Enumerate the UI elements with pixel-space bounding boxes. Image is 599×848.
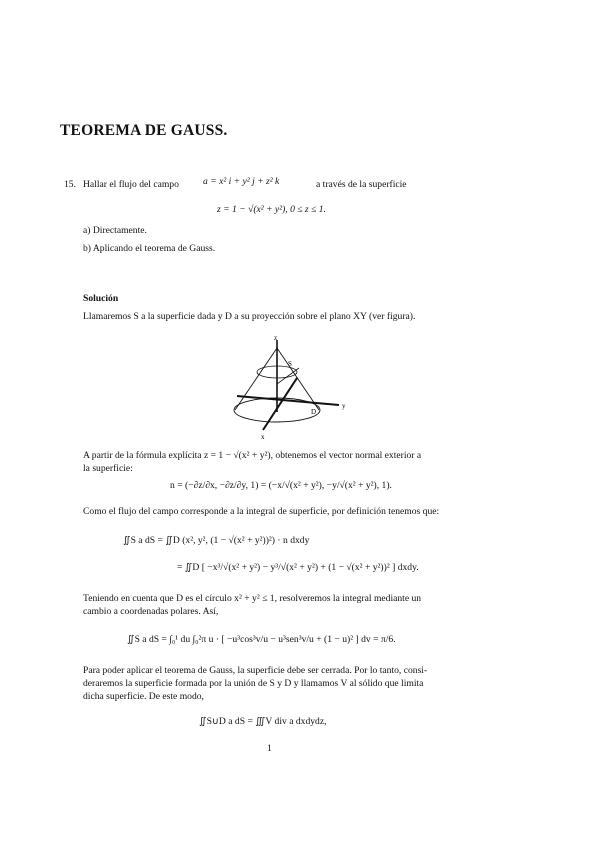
- vector-field: a = x² i + y² j + z² k: [203, 176, 280, 187]
- surface-equation: z = 1 − √(x² + y²), 0 ≤ z ≤ 1.: [217, 204, 326, 215]
- surface-label-S: S: [288, 360, 292, 368]
- page-number: 1: [267, 743, 272, 754]
- disk-label-D: D: [311, 408, 317, 416]
- polar-integral-equation: ∬S a dS = ∫₀¹ du ∫₀²π u · [ −u³cos³v/u − u³sen³v/u + (1 − u)² ] dv = π/6.: [127, 634, 396, 645]
- y-axis-label: y: [342, 402, 346, 410]
- page-title: TEOREMA DE GAUSS.: [60, 122, 228, 139]
- problem-number: 15.: [64, 179, 76, 190]
- part-b: b) Aplicando el teorema de Gauss.: [83, 243, 216, 254]
- solution-paragraph-5-line-3: dicha superficie. De este modo,: [83, 691, 204, 702]
- problem-statement-end: a través de la superficie: [316, 179, 407, 190]
- solution-paragraph-5-line-1: Para poder aplicar el teorema de Gauss, la superficie debe ser cerrada. Por lo tanto, consi-: [83, 665, 428, 676]
- x-axis-label: x: [261, 433, 265, 441]
- solution-paragraph-3: Como el flujo del campo corresponde a la integral de superficie, por definición tenemos que:: [83, 506, 440, 517]
- solution-paragraph-2-line-1: A partir de la fórmula explícita z = 1 − √(x² + y²), obtenemos el vector normal exterior a: [83, 450, 422, 461]
- flux-equation-line-1: ∬S a dS = ∬D (x², y², (1 − √(x² + y²))²) · n dxdy: [123, 535, 310, 546]
- gauss-theorem-equation: ∬S∪D a dS = ∭V div a dxdydz,: [199, 716, 327, 727]
- cone-left-edge: [235, 348, 277, 410]
- solution-paragraph-1: Llamaremos S a la superficie dada y D a su proyección sobre el plano XY (ver figura).: [83, 311, 416, 322]
- problem-statement-start: Hallar el flujo del campo: [83, 179, 179, 190]
- normal-vector-equation: n = (−∂z/∂x, −∂z/∂y, 1) = (−x/√(x² + y²), −y/√(x² + y²), 1).: [170, 480, 392, 491]
- solution-heading: Solución: [83, 293, 119, 304]
- solution-paragraph-4-line-1: Teniendo en cuenta que D es el círculo x² + y² ≤ 1, resolveremos la integral mediante un: [83, 593, 422, 604]
- solution-paragraph-4-line-2: cambio a coordenadas polares. Así,: [83, 606, 219, 617]
- solution-paragraph-2-line-2: la superficie:: [83, 463, 133, 474]
- solution-paragraph-5-line-2: deraremos la superficie formada por la unión de S y D y llamamos V al sólido que limita: [83, 678, 424, 689]
- part-a: a) Directamente.: [83, 225, 147, 236]
- cone-figure: [225, 332, 365, 444]
- flux-equation-line-2: = ∬D [ −x³/√(x² + y²) − y³/√(x² + y²) + (1 − √(x² + y²))² ] dxdy.: [177, 562, 419, 573]
- z-axis-label: z: [274, 334, 278, 342]
